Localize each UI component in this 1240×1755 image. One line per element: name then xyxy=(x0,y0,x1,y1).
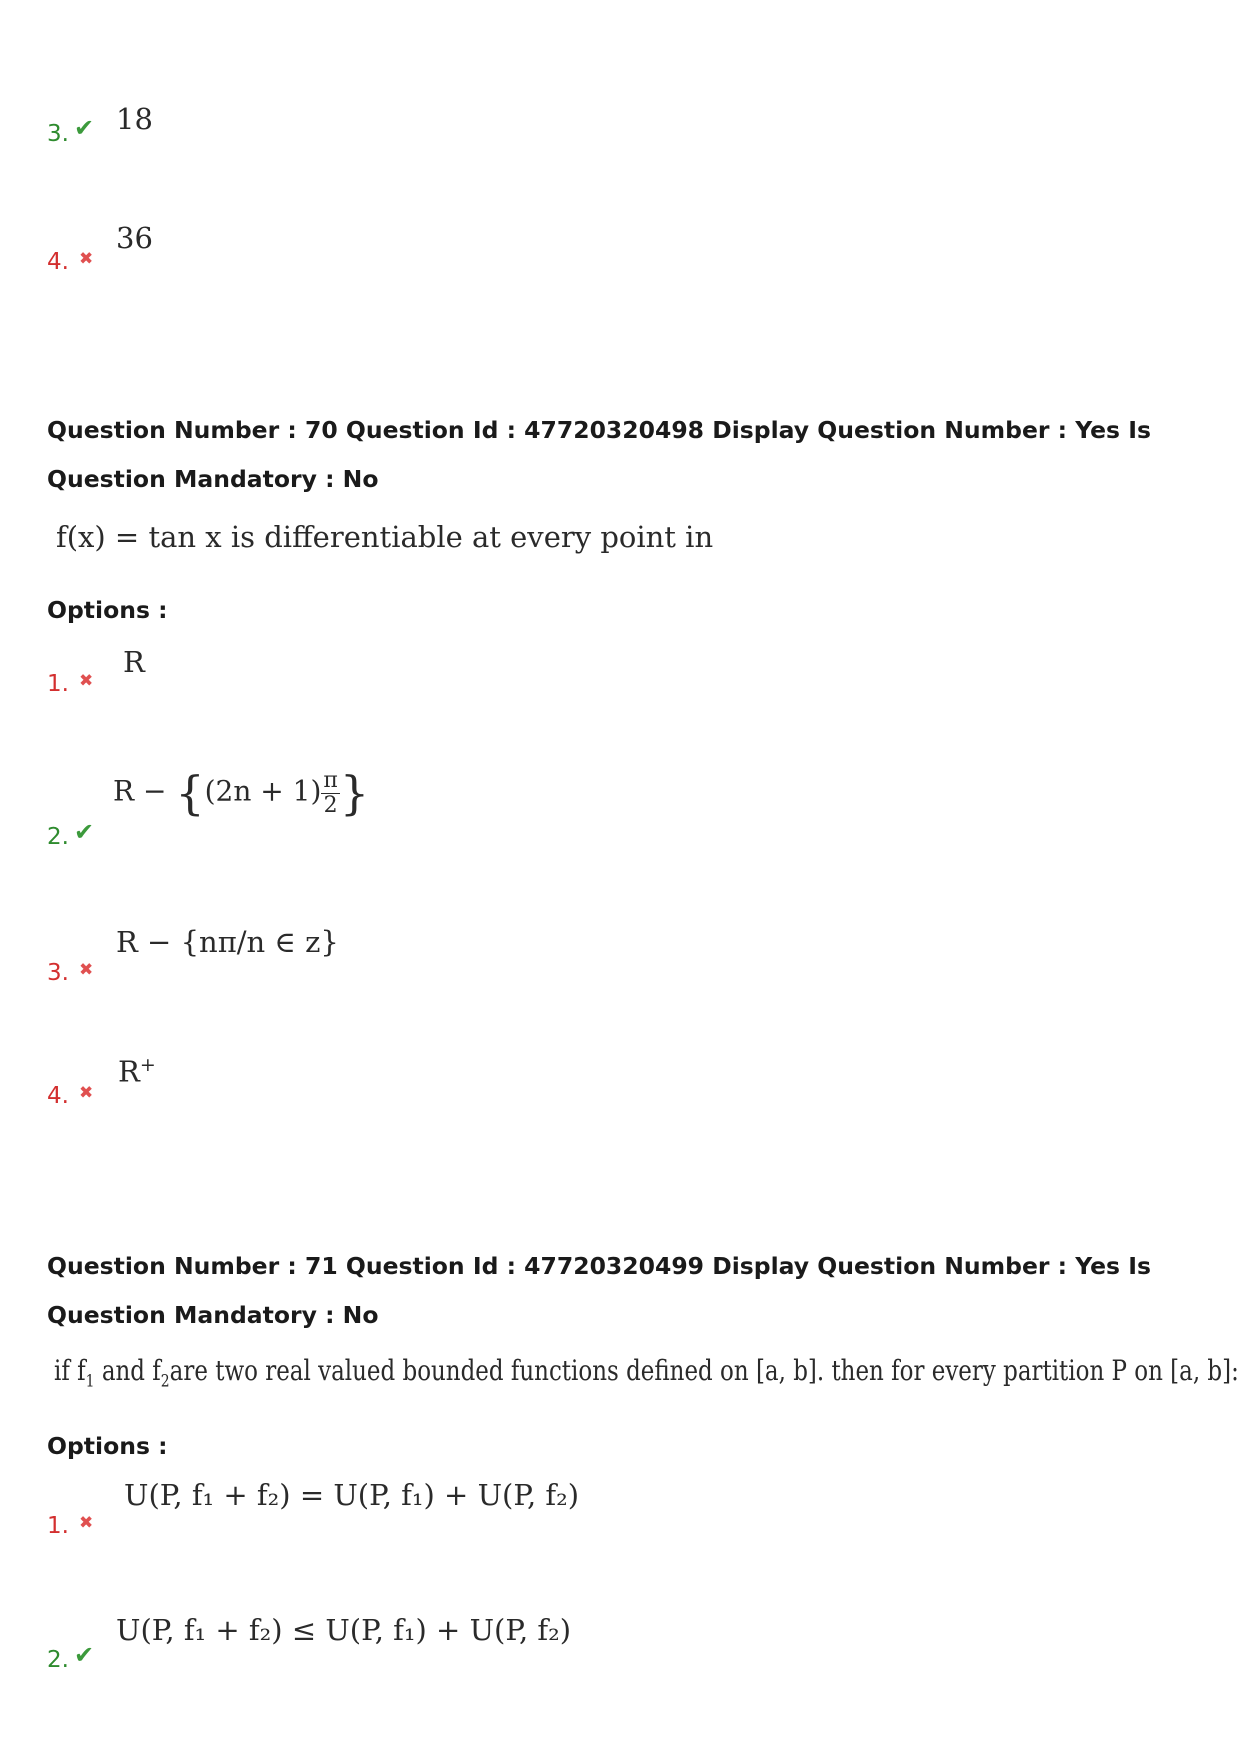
option-number: 3. xyxy=(47,121,69,147)
question-text: f(x) = tan x is differentiable at every point in xyxy=(56,520,714,554)
option-text: U(P, f₁ + f₂) = U(P, f₁) + U(P, f₂) xyxy=(124,1478,580,1512)
check-icon: ✔ xyxy=(74,1641,95,1669)
option-base: R xyxy=(118,1054,140,1089)
cross-icon: ✖ xyxy=(79,249,94,269)
fraction-denominator: 2 xyxy=(323,792,338,818)
option-text: R − {nπ/n ∈ z} xyxy=(116,925,339,959)
option-number: 2. xyxy=(47,824,69,850)
option-number: 4. xyxy=(47,249,69,275)
options-label: Options : xyxy=(47,1432,168,1460)
option-number: 3. xyxy=(47,960,69,986)
check-icon: ✔ xyxy=(74,818,95,846)
cross-icon: ✖ xyxy=(79,1083,94,1103)
text-part: and f xyxy=(94,1354,161,1387)
question-header: Question Number : 70 Question Id : 47720320498 Display Question Number : Yes Is Question Mandatory : No xyxy=(47,416,1151,493)
option-text: R xyxy=(123,645,145,679)
subscript: 1 xyxy=(85,1371,95,1392)
option-number: 4. xyxy=(47,1083,69,1109)
text-part: if f xyxy=(54,1354,86,1387)
question-header: Question Number : 71 Question Id : 47720320499 Display Question Number : Yes Is Question Mandatory : No xyxy=(47,1252,1151,1329)
option-text: 36 xyxy=(116,221,153,255)
cross-icon: ✖ xyxy=(79,1513,94,1533)
check-icon: ✔ xyxy=(74,114,95,142)
formula-prefix: R − xyxy=(113,774,176,808)
cross-icon: ✖ xyxy=(79,671,94,691)
fraction xyxy=(321,769,339,818)
option-formula xyxy=(113,766,369,820)
option-text: U(P, f₁ + f₂) ≤ U(P, f₁) + U(P, f₂) xyxy=(116,1613,572,1647)
option-text xyxy=(118,1054,156,1089)
close-brace: } xyxy=(339,766,370,820)
cross-icon: ✖ xyxy=(79,960,94,980)
formula-mid: (2n + 1) xyxy=(204,774,322,808)
option-number: 1. xyxy=(47,671,69,697)
fraction-numerator: π xyxy=(323,767,338,793)
option-text: 18 xyxy=(116,102,153,136)
text-part: are two real valued bounded functions defined on [a, b]. then for every partition P on [a, b]: xyxy=(169,1354,1239,1387)
subscript: 2 xyxy=(160,1371,170,1392)
options-label: Options : xyxy=(47,596,168,624)
option-superscript: + xyxy=(139,1054,156,1076)
open-brace: { xyxy=(175,766,205,820)
option-number: 1. xyxy=(47,1513,69,1539)
question-text xyxy=(54,1354,1240,1392)
option-number: 2. xyxy=(47,1647,69,1673)
